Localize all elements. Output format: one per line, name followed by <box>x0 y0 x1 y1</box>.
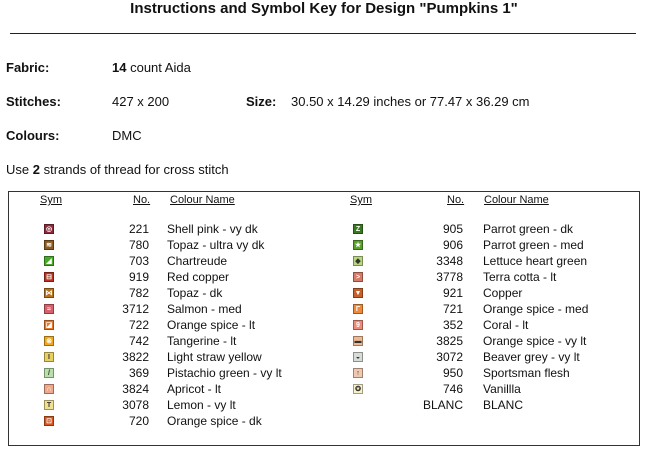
colour-name: Topaz - ultra vy dk <box>167 238 265 252</box>
fabric-count: 14 <box>112 60 127 75</box>
page-title: Instructions and Symbol Key for Design "Pumpkins 1" <box>130 0 518 17</box>
colour-name: Salmon - med <box>167 302 242 316</box>
size-value: 30.50 x 14.29 inches or 77.47 x 36.29 cm <box>291 94 530 109</box>
colour-name: Orange spice - med <box>483 302 589 316</box>
symbol-icon: ▬ <box>354 338 362 345</box>
colour-name: Copper <box>483 286 523 300</box>
left-header-sym: Sym <box>40 194 62 206</box>
left-header-no: No. <box>133 194 151 206</box>
title-underline <box>10 33 636 34</box>
colour-name: Parrot green - med <box>483 238 584 252</box>
colour-name: Orange spice - dk <box>167 414 262 428</box>
colour-name: Lemon - vy lt <box>167 398 236 412</box>
dmc-number: 3824 <box>122 382 149 396</box>
colour-name: Orange spice - vy lt <box>483 334 587 348</box>
colour-name: Red copper <box>167 270 230 284</box>
colour-name: Parrot green - dk <box>483 222 574 236</box>
colour-name: Pistachio green - vy lt <box>167 366 282 380</box>
symbol-icon: ◆ <box>353 256 363 266</box>
dmc-number: 3348 <box>436 254 463 268</box>
dmc-number: 3712 <box>122 302 149 316</box>
dmc-number: 906 <box>442 238 463 252</box>
colours-label: Colours: <box>6 128 60 143</box>
dmc-number: 905 <box>442 222 463 236</box>
fabric-label: Fabric: <box>6 60 50 75</box>
colour-name: Light straw yellow <box>167 350 262 364</box>
symbol-icon: > <box>353 272 363 282</box>
dmc-number: 780 <box>128 238 149 252</box>
symbol-icon: ↑ <box>353 368 363 378</box>
dmc-number: BLANC <box>422 398 463 412</box>
dmc-number: 3825 <box>436 334 463 348</box>
fabric-type: count Aida <box>130 60 191 75</box>
colour-name: Terra cotta - lt <box>483 270 557 284</box>
dmc-number: 3822 <box>122 350 149 364</box>
symbol-icon: ◪ <box>45 322 53 329</box>
dmc-number: 721 <box>442 302 463 316</box>
symbol-icon: ≋ <box>44 240 54 250</box>
strands-count: 2 <box>32 162 40 177</box>
colour-name: Shell pink - vy dk <box>167 222 258 236</box>
colour-name: Tangerine - lt <box>167 334 237 348</box>
right-header-sym: Sym <box>350 194 372 206</box>
symbol-icon: ≈ <box>44 304 54 314</box>
dmc-number: 3072 <box>436 350 463 364</box>
symbol-icon: ★ <box>354 242 362 249</box>
symbol-icon: ✪ <box>353 384 363 394</box>
symbol-icon: T <box>44 400 54 410</box>
symbol-icon: ◢ <box>44 256 54 266</box>
dmc-number: 722 <box>128 318 149 332</box>
symbol-icon: ⋈ <box>45 290 53 297</box>
colour-name: Orange spice - lt <box>167 318 256 332</box>
colour-name: Lettuce heart green <box>483 254 588 268</box>
colours-value: DMC <box>112 128 142 143</box>
dmc-number: 3778 <box>436 270 463 284</box>
colour-name: Vanillla <box>483 382 521 396</box>
colour-name: Beaver grey - vy lt <box>483 350 580 364</box>
fabric-value <box>112 60 191 75</box>
dmc-number: 703 <box>128 254 149 268</box>
symbol-icon: ⊡ <box>44 416 54 426</box>
dmc-number: 352 <box>442 318 463 332</box>
symbol-icon: Z <box>353 224 363 234</box>
symbol-icon: ⊟ <box>44 272 54 282</box>
size-label: Size: <box>246 94 277 109</box>
dmc-number: 919 <box>128 270 149 284</box>
symbol-icon: I <box>44 352 54 362</box>
symbol-icon: ◒ <box>353 352 363 362</box>
left-header-name: Colour Name <box>170 194 235 206</box>
symbol-icon: 9 <box>353 320 363 330</box>
dmc-number: 782 <box>128 286 149 300</box>
symbol-icon: ◎ <box>45 226 53 233</box>
strands-instruction: Use 2 strands of thread for cross stitch <box>6 162 229 177</box>
dmc-number: 720 <box>128 414 149 428</box>
dmc-number: 746 <box>442 382 463 396</box>
dmc-number: 921 <box>442 286 463 300</box>
dmc-number: 742 <box>128 334 149 348</box>
colour-name: Chartreude <box>167 254 228 268</box>
dmc-number: 3078 <box>122 398 149 412</box>
colour-name: BLANC <box>483 398 524 412</box>
dmc-number: 369 <box>128 366 149 380</box>
stitches-label: Stitches: <box>6 94 61 109</box>
right-header-no: No. <box>447 194 465 206</box>
colour-name: Topaz - dk <box>167 286 223 300</box>
colour-name: Coral - lt <box>483 318 529 332</box>
colour-name: Sportsman flesh <box>483 366 570 380</box>
stitches-value: 427 x 200 <box>112 94 170 109</box>
symbol-icon: ⊗ <box>44 336 54 346</box>
symbol-icon: / <box>44 368 54 378</box>
right-header-name: Colour Name <box>484 194 549 206</box>
dmc-number: 221 <box>128 222 149 236</box>
symbol-icon: ∩ <box>44 384 54 394</box>
dmc-number: 950 <box>442 366 463 380</box>
symbol-icon: ▼ <box>354 290 362 297</box>
symbol-icon: Γ <box>353 304 363 314</box>
colour-name: Apricot - lt <box>167 382 222 396</box>
